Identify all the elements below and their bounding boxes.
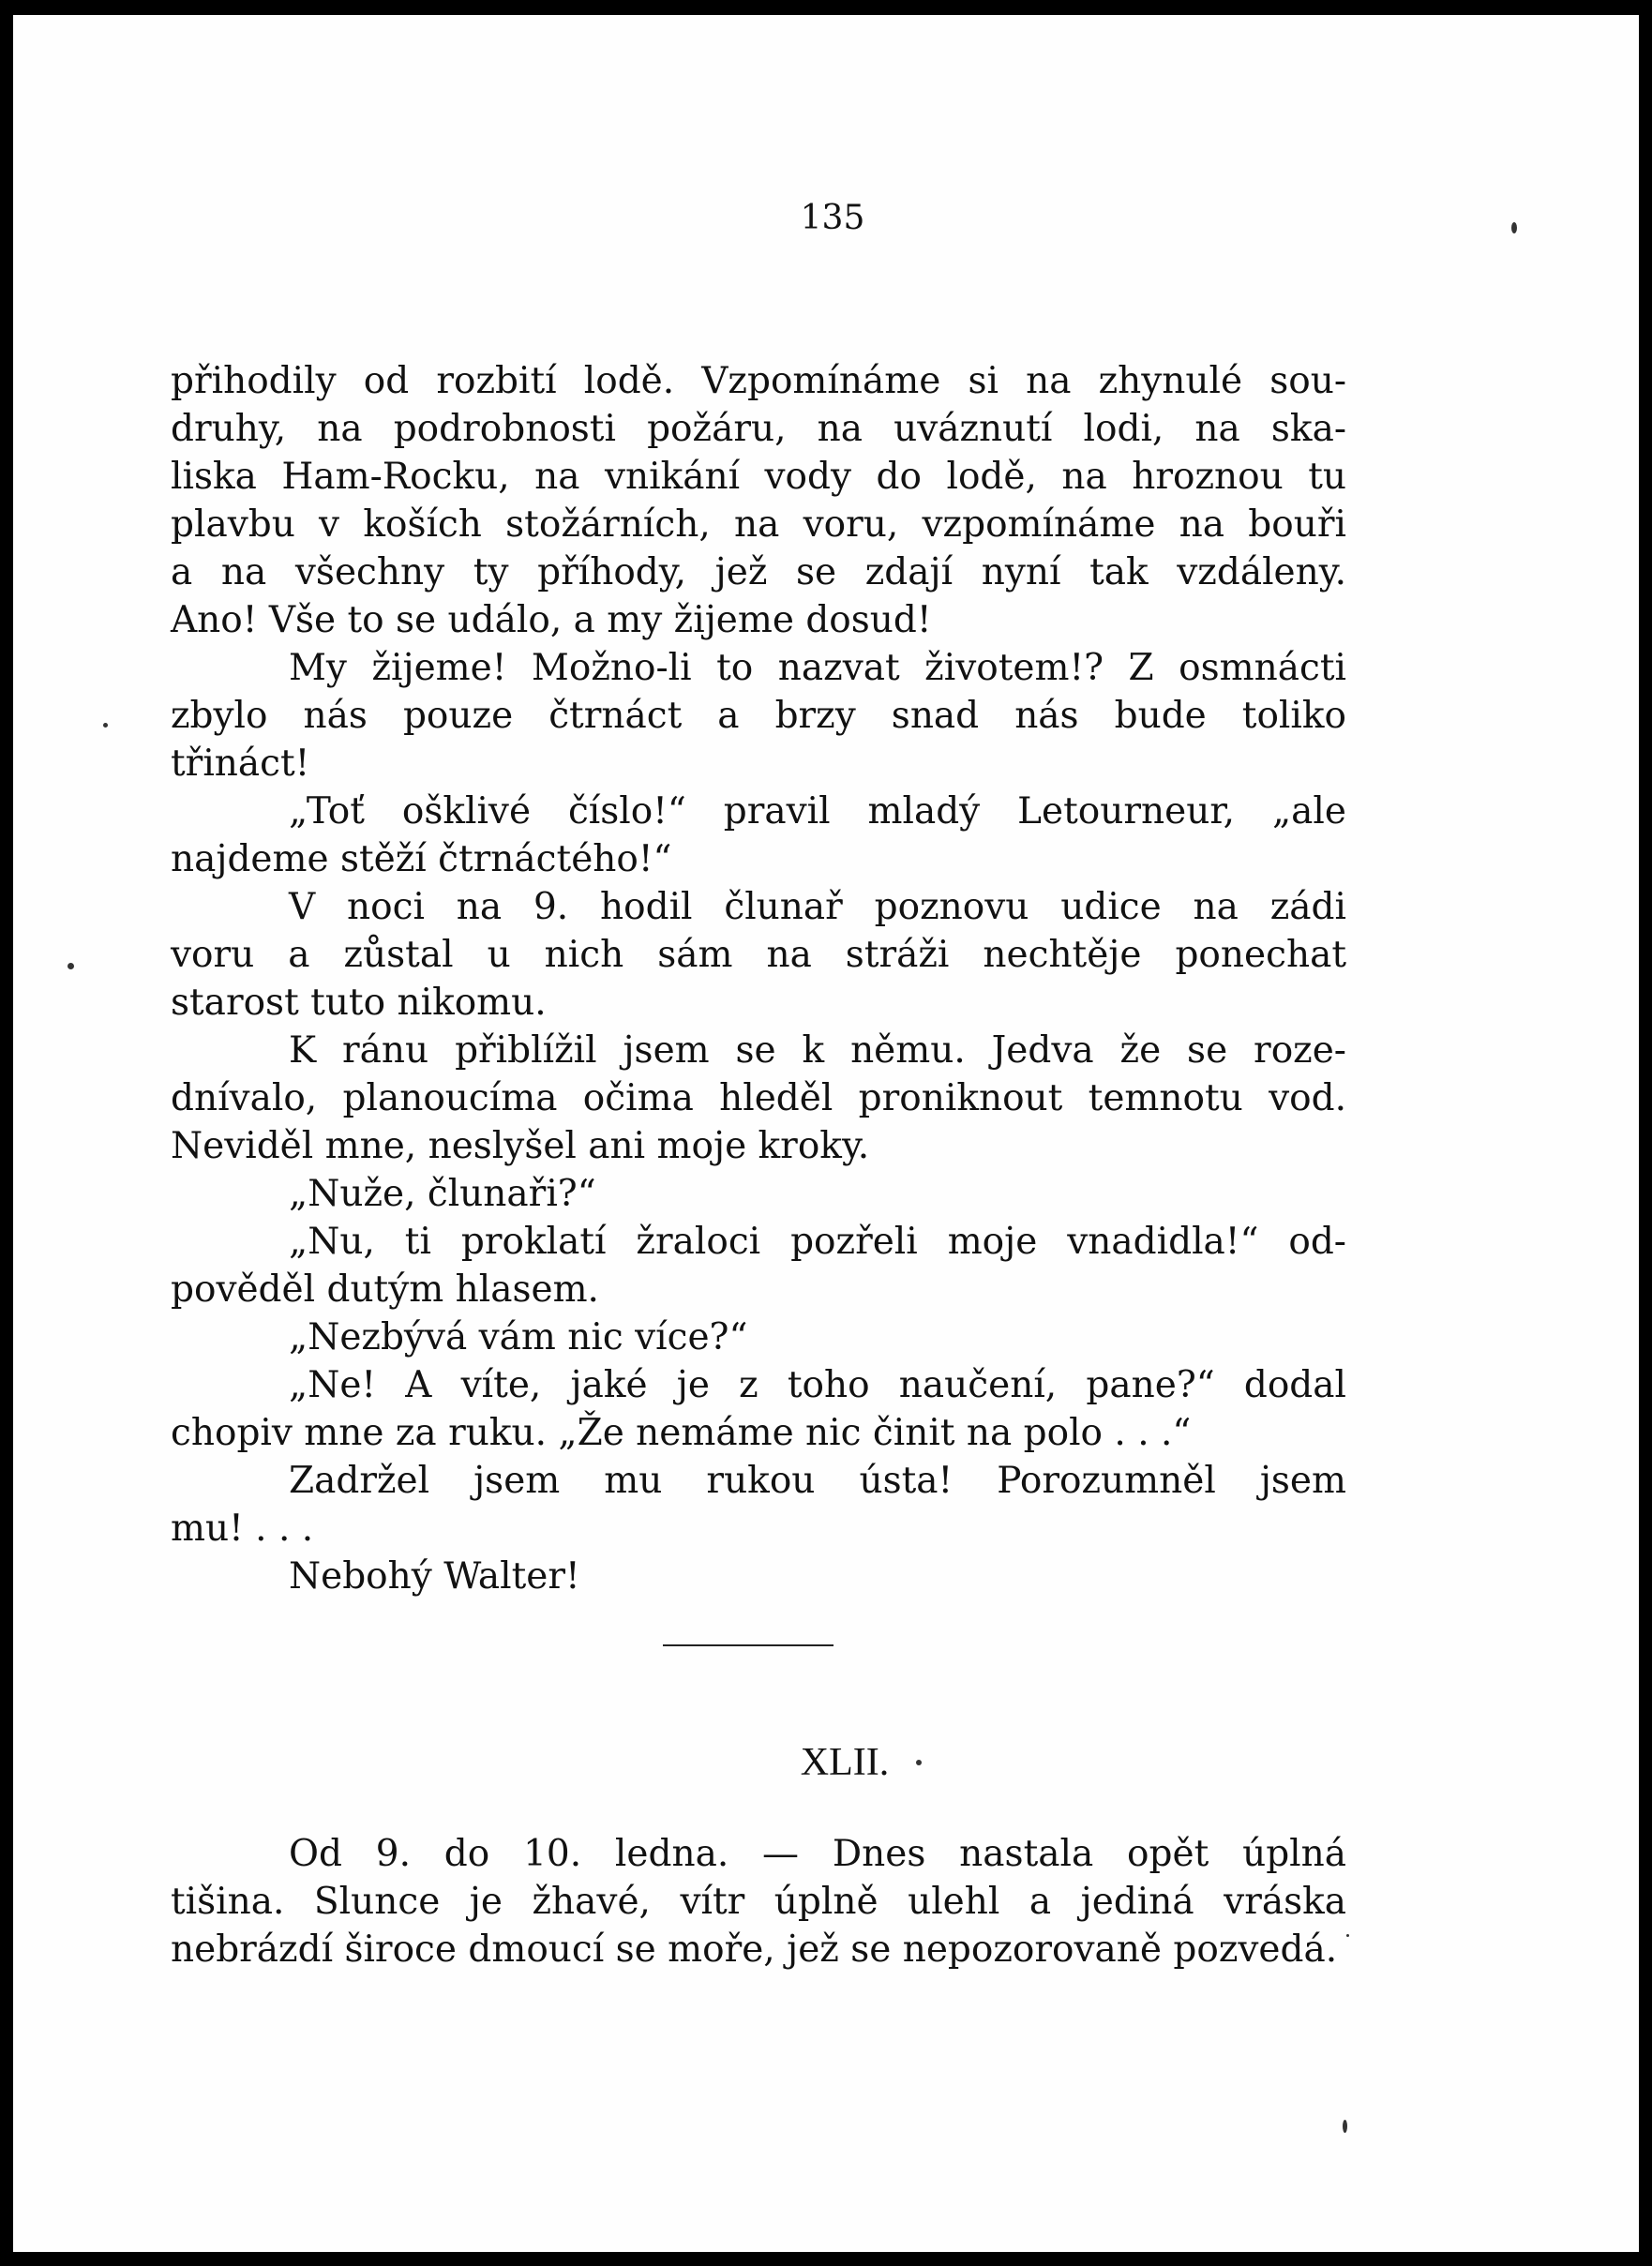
text-line: voru a zůstal u nich sám na stráži nechtěje ponechat [171, 934, 1346, 976]
book-page [13, 15, 1639, 2252]
paragraph [171, 1027, 1346, 1170]
body-text-top [171, 357, 1346, 1600]
text-line: „Nezbývá vám nic více?“ [289, 1316, 748, 1358]
text-line: tišina. Slunce je žhavé, vítr úplně ulehl a jediná vráska [171, 1881, 1346, 1923]
text-line: pověděl dutým hlasem. [171, 1268, 599, 1311]
text-line: chopiv mne za ruku. „Že nemáme nic činit na polo . . .“ [171, 1412, 1192, 1454]
paragraph [171, 1457, 1346, 1553]
text-line: a na všechny ty příhody, jež se zdají nyní tak vzdáleny. [171, 551, 1346, 593]
paragraph [171, 644, 1346, 788]
text-line: Ano! Vše to se událo, a my žijeme dosud! [171, 599, 932, 641]
text-line: plavbu v koších stožárních, na voru, vzpomínáme na bouři [171, 503, 1346, 546]
paragraph [171, 1170, 1346, 1218]
text-line: mu! . . . [171, 1508, 314, 1550]
text-line: liska Ham-Rocku, na vnikání vody do lodě, na hroznou tu [171, 456, 1346, 498]
text-line: Neviděl mne, neslyšel ani moje kroky. [171, 1125, 870, 1167]
page-number: 135 [800, 199, 865, 237]
text-line: K ránu přiblížil jsem se k němu. Jedva že se roze- [289, 1029, 1346, 1072]
text-line: „Toť ošklivé číslo!“ pravil mladý Letourneur, „ale [289, 790, 1346, 833]
text-line: V noci na 9. hodil člunař poznovu udice na zádi [289, 886, 1346, 928]
paragraph [171, 788, 1346, 883]
text-line: „Nuže, člunaři?“ [289, 1173, 596, 1215]
scan-speck [1343, 2120, 1347, 2133]
text-line: starost tuto nikomu. [171, 982, 547, 1024]
paragraph [171, 883, 1346, 1027]
scan-speck [103, 723, 108, 728]
paragraph [171, 357, 1346, 644]
text-line: nebrázdí široce dmoucí se moře, jež se nepozorovaně pozvedá. [171, 1928, 1338, 1971]
paragraph [171, 1218, 1346, 1313]
scan-speck [1346, 1934, 1349, 1937]
text-line: druhy, na podrobnosti požáru, na uváznutí lodi, na ska- [171, 408, 1346, 450]
scan-speck [916, 1760, 922, 1765]
section-separator [663, 1644, 834, 1646]
text-line: Nebohý Walter! [289, 1555, 580, 1598]
text-line: „Ne! A víte, jaké je z toho naučení, pane?“ dodal [289, 1364, 1346, 1406]
scan-speck [1511, 222, 1517, 233]
text-line: dnívalo, planoucíma očima hleděl proniknout temnotu vod. [171, 1077, 1346, 1119]
text-line: My žijeme! Možno-li to nazvat životem!? Z osmnácti [289, 647, 1346, 689]
text-line: Od 9. do 10. ledna. — Dnes nastala opět úplná [289, 1833, 1346, 1875]
text-line: přihodily od rozbití lodě. Vzpomínáme si na zhynulé sou- [171, 360, 1346, 402]
text-line: zbylo nás pouze čtrnáct a brzy snad nás bude toliko [171, 695, 1346, 737]
chapter-heading: XLII. [800, 1741, 890, 1784]
body-text-bottom [171, 1830, 1346, 1973]
paragraph [171, 1830, 1346, 1973]
paragraph [171, 1361, 1346, 1457]
text-line: Zadržel jsem mu rukou ústa! Porozumněl jsem [289, 1460, 1346, 1502]
scan-speck [68, 963, 74, 969]
paragraph [171, 1313, 1346, 1361]
text-line: „Nu, ti proklatí žraloci pozřeli moje vnadidla!“ od- [289, 1221, 1346, 1263]
paragraph [171, 1553, 1346, 1600]
text-line: třináct! [171, 743, 310, 785]
text-line: najdeme stěží čtrnáctého!“ [171, 838, 672, 880]
